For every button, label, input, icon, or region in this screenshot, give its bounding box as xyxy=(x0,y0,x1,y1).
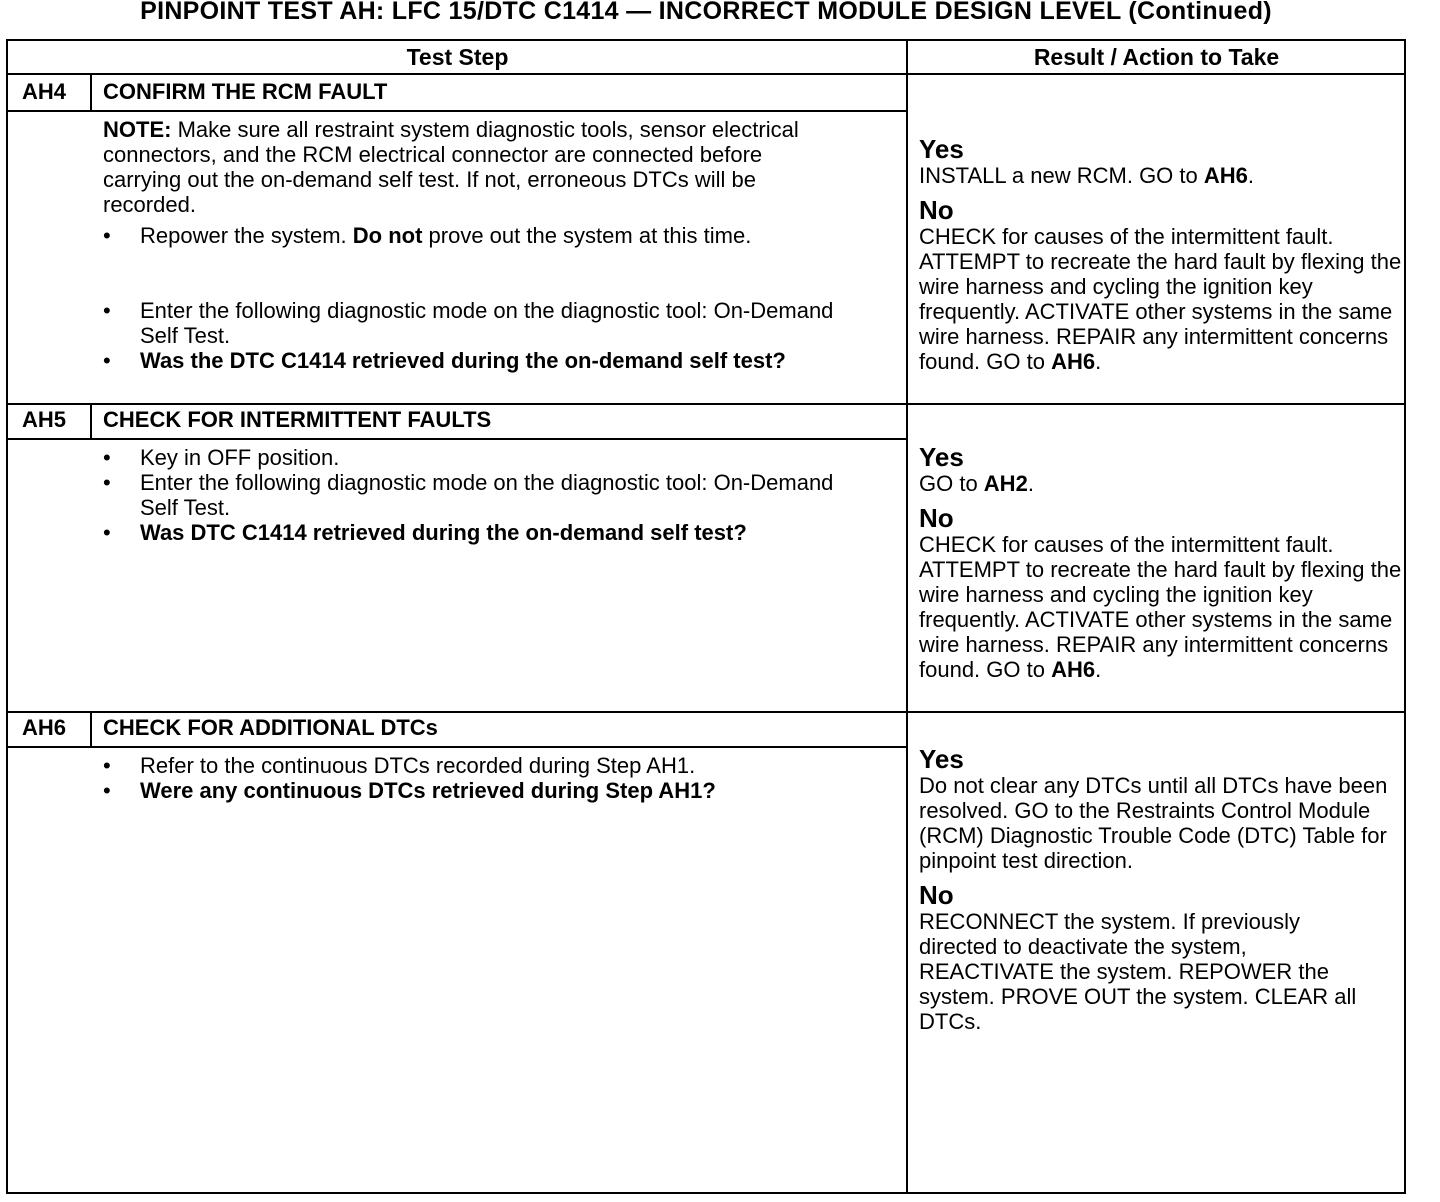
goto-step: AH6 xyxy=(1203,163,1248,188)
yes-label: Yes xyxy=(919,744,964,774)
bullet-marker: • xyxy=(103,223,111,248)
step-title: CONFIRM THE RCM FAULT xyxy=(103,79,388,104)
no-label: No xyxy=(919,503,954,533)
bullet-marker: • xyxy=(103,520,111,545)
yes-text: . xyxy=(1027,471,1034,496)
goto-step: AH2 xyxy=(983,471,1028,496)
row-divider xyxy=(8,711,1406,713)
no-text: RECONNECT the system. If previously directed to deactivate the system, REACTIVATE the system. REPOWER the system. PROVE OUT the system. CLEAR all DTCs. xyxy=(919,909,1357,1034)
bullet-question: Was DTC C1414 retrieved during the on-demand self test? xyxy=(140,520,747,545)
test-step-header: Test Step xyxy=(8,41,907,75)
no-label: No xyxy=(919,195,954,225)
step-title: CHECK FOR ADDITIONAL DTCs xyxy=(103,715,438,740)
yes-text: INSTALL a new RCM. GO to xyxy=(919,163,1204,188)
step-id: AH5 xyxy=(22,407,67,432)
pinpoint-test-table xyxy=(6,39,1406,1194)
id-divider xyxy=(90,403,92,440)
step-id: AH4 xyxy=(22,79,67,104)
bullet-bold: Do not xyxy=(352,223,423,248)
bullet-marker: • xyxy=(103,753,111,778)
id-divider xyxy=(90,711,92,748)
yes-label: Yes xyxy=(919,442,964,472)
note xyxy=(103,117,833,217)
result-block xyxy=(919,745,1407,1034)
row-divider xyxy=(8,403,1406,405)
id-divider xyxy=(90,75,92,112)
bullet-item xyxy=(103,520,893,545)
no-text: . xyxy=(1095,657,1102,682)
result-header: Result / Action to Take xyxy=(907,41,1406,75)
bullet-text: Enter the following diagnostic mode on the diagnostic tool: On-Demand Self Test. xyxy=(140,470,834,520)
bullet-text: Refer to the continuous DTCs recorded during Step AH1. xyxy=(140,753,696,778)
bullet-question: Was the DTC C1414 retrieved during the on-demand self test? xyxy=(140,348,786,373)
bullet-question: Were any continuous DTCs retrieved during Step AH1? xyxy=(140,778,716,803)
result-block xyxy=(919,135,1407,374)
title-rule xyxy=(8,110,907,112)
step-body xyxy=(103,117,833,217)
bullet-item xyxy=(103,753,893,778)
bullet-item xyxy=(103,298,843,348)
bullet-item xyxy=(103,470,843,520)
no-text: CHECK for causes of the intermittent fault. ATTEMPT to recreate the hard fault by flexing the wire harness and cycling the ignition key frequently. ACTIVATE other systems in the same wire harness. REPAIR any intermittent concerns found. GO to xyxy=(919,532,1402,682)
bullet-text: Key in OFF position. xyxy=(140,445,340,470)
bullet-marker: • xyxy=(103,778,111,803)
title-rule xyxy=(8,438,907,440)
bullet-marker: • xyxy=(103,298,111,323)
goto-step: AH6 xyxy=(1051,657,1096,682)
no-label: No xyxy=(919,880,954,910)
result-block xyxy=(919,443,1407,682)
bullet-marker: • xyxy=(103,445,111,470)
bullet-text: Repower the system. xyxy=(140,223,353,248)
bullet-text: prove out the system at this time. xyxy=(422,223,752,248)
yes-text: GO to xyxy=(919,471,984,496)
bullet-item xyxy=(103,223,893,248)
bullet-marker: • xyxy=(103,470,111,495)
bullet-marker: • xyxy=(103,348,111,373)
yes-text: . xyxy=(1247,163,1255,188)
step-id: AH6 xyxy=(22,715,67,740)
no-text: CHECK for causes of the intermittent fault. ATTEMPT to recreate the hard fault by flexing the wire harness and cycling the ignition key frequently. ACTIVATE other systems in the same wire harness. REPAIR any intermittent concerns found. GO to xyxy=(919,224,1402,374)
note-text: Make sure all restraint system diagnostic tools, sensor electrical connectors, and the RCM electrical connector are connected before carrying out the on-demand self test. If not, erroneous DTCs will be recorded. xyxy=(103,117,799,217)
bullet-item xyxy=(103,778,893,803)
yes-text: Do not clear any DTCs until all DTCs have been resolved. GO to the Restraints Control Module (RCM) Diagnostic Trouble Code (DTC) Table for pinpoint test direction. xyxy=(919,773,1388,873)
yes-label: Yes xyxy=(919,134,964,164)
bullet-item xyxy=(103,445,893,470)
bullet-text: Enter the following diagnostic mode on the diagnostic tool: On-Demand Self Test. xyxy=(140,298,834,348)
column-divider xyxy=(906,41,908,1194)
page-title: PINPOINT TEST AH: LFC 15/DTC C1414 — INCORRECT MODULE DESIGN LEVEL (Continued) xyxy=(140,0,1272,25)
goto-step: AH6 xyxy=(1051,349,1096,374)
title-rule xyxy=(8,746,907,748)
no-text: . xyxy=(1095,349,1102,374)
note-label: NOTE: xyxy=(103,117,172,142)
bullet-item xyxy=(103,348,863,373)
step-title: CHECK FOR INTERMITTENT FAULTS xyxy=(103,407,492,432)
